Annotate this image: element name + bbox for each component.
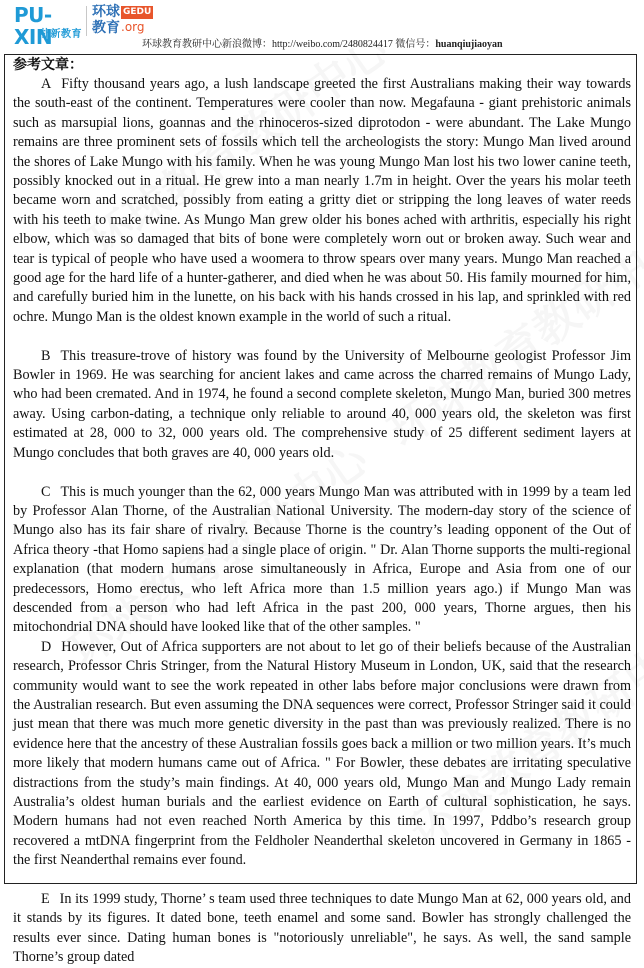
paragraph-text: However, Out of Africa supporters are not about to let go of their beliefs because of the Australian research, Professor Chris Stringer, from the Natural History Museum in London, UK, said that the research community would want to see the work repeated in other labs before major conclusions were drawn from the Australian research. But even assuming the DNA sequences were correct, Professor Stringer said it could just mean that there was much more genetic diversity in the past than was previously realized. There is no evidence here that the ancestry of these Australian fossils goes back a million or two million years. It’s much more likely that modern humans came out of Africa. " For Bowler, these debates are irritating speculative distractions from the study’s main findings. At 40, 000 years old, Mungo Man and Mungo Lady remain Australia’s oldest human burials and the earliest evidence on Earth of cultural sophistication, he says. Modern humans had not even reached North America by this time. In 1997, Pddbo’s research group recovered a mtDNA fingerprint from the Feldholer Neanderthal skeleton uncovered in Germany in 1865 - the first Neanderthal remains ever found. <box>13 638 631 869</box>
paragraph-gap <box>13 463 631 482</box>
paragraph-letter: D <box>41 638 52 655</box>
article-box <box>4 54 637 966</box>
gedu-badge: GEDU <box>123 7 152 17</box>
puxin-logo-wordmark: PU-XIN <box>14 3 53 49</box>
puxin-logo <box>14 3 82 49</box>
paragraph-letter: B <box>41 347 51 364</box>
paragraph-gap <box>13 327 631 346</box>
paragraph-letter: E <box>41 891 50 908</box>
paragraph-gap <box>13 871 631 890</box>
article-heading: 参考文章： <box>13 58 83 73</box>
wechat-id: huanqiujiaoyan <box>435 39 503 50</box>
paragraph-d <box>13 638 631 871</box>
paragraph-text: This is much younger than the 62, 000 years Mungo Man was attributed with in 1999 by a team led by Professor Alan Thorne, of the Australian National University. The modern-day story of the science of Mungo also has its fair share of rivalry. Because Thorne is the country’s leading opponent of the Out of Africa theory -that Homo sapiens had a single place of origin. " Dr. Alan Thorne supports the multi-regional explanation (that modern humans arose simultaneously in Africa, Europe and Asia from one of our predecessors, Homo erectus, who left Africa more than 1.5 million years ago.) if Mungo Man was descended from a person who had left Africa in the past 200, 000 years, Thorne argues, then his mitochondrial DNA should have looked like that of the other samples. " <box>13 483 631 636</box>
paragraph-text: This treasure-trove of history was found by the University of Melbourne geologist Professor Jim Bowler in 1969. He was searching for ancient lakes and came across the charred remains of Mungo Lady, who had been cremated. And in 1974, he found a second complete skeleton, Mungo Man, buried 300 metres away. Using carbon-dating, a technique only reliable to around 40, 000 years old, the skeleton was first estimated at 28, 000 to 32, 000 years old. The comprehensive study of 25 different sediment layers at Mungo concludes that both graves are 40, 000 years old. <box>13 347 631 461</box>
gedu-logo-line2: 教育 <box>92 20 120 36</box>
paragraph-a <box>13 75 631 327</box>
paragraph-c <box>13 483 631 638</box>
paragraph-text: In its 1999 study, Thorne’ s team used three techniques to date Mungo Man at 62, 000 years old, and it stands by its figures. It dated bone, teeth enamel and some sand. Bowler has strongly challenged the results ever since. Dating human bones is "notoriously unreliable", he says. As well, the sand sample Thorne’s group dated <box>13 891 631 966</box>
gedu-logo-line1: 环球 <box>92 4 120 20</box>
gedu-org-suffix: .org <box>121 20 145 34</box>
contact-line <box>142 39 503 51</box>
logo-divider <box>86 6 87 36</box>
page-header <box>0 0 644 54</box>
paragraph-text: Fifty thousand years ago, a lush landscape greeted the first Australians making their way towards the south-east of the continent. Temperatures were cooler than now. Megafauna - giant prehistoric animals such as marsupial lions, goannas and the rhinoceros-sized diprotodon - were abundant. The Lake Mungo remains are three prominent sets of fossils which tell the archeologists the story: Mungo Man lived around the shores of Lake Mungo with his family. When he was young Mungo Man lost his two lower canine teeth, possibly knocked out in a ritual. He grew into a man nearly 1.7m in height. Over the years his molar teeth became worn and scratched, possibly from eating a gritty diet or stripping the long leaves of water reeds with his teeth to make twine. As Mungo Man grew older his bones ached with arthritis, especially his right elbow, which was so damaged that bits of bone were completely worn out or broken away. Such wear and tear is typical of people who have used a woomera to throw spears over many years. Mungo Man reached a good age for the hard life of a hunter-gatherer, and died when he was about 50. His family mourned for him, and carefully buried him in the lunette, on his back with his hands crossed in his lap, and sprinkled with red ochre. Mungo Man is the oldest known example in the world of such a ritual. <box>13 76 631 325</box>
paragraph-letter: A <box>41 76 52 92</box>
weibo-contact: 环球教育教研中心新浪微博：http://weibo.com/2480824417 微信号： <box>142 39 436 50</box>
puxin-logo-subtitle: 朴新教育 <box>40 29 82 40</box>
paragraph-e <box>13 890 631 968</box>
paragraph-b <box>13 347 631 463</box>
paragraph-letter: C <box>41 483 51 500</box>
gedu-logo <box>92 4 152 38</box>
